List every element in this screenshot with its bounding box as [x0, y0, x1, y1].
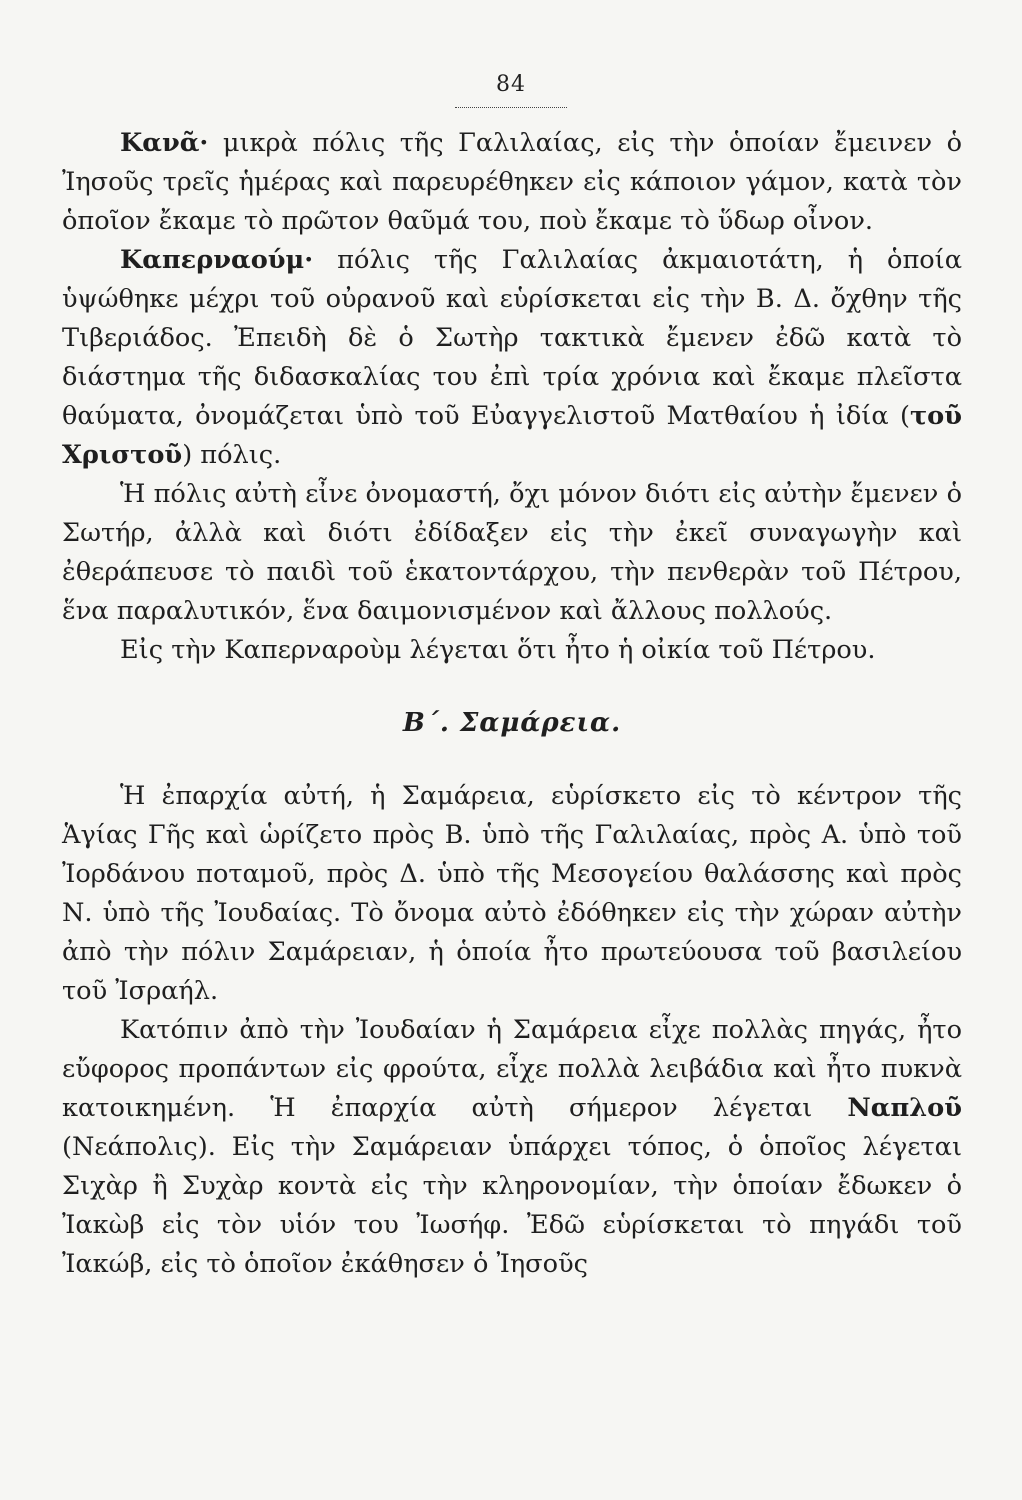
body-text: [62, 124, 962, 1284]
paragraph-samaria: Ἡ ἐπαρχία αὐτή, ἡ Σαμάρεια, εὑρίσκετο εἰς τὸ κέντρον τῆς Ἁγίας Γῆς καὶ ὡρίζετο πρὸς Β. ὑπὸ τῆς Γαλιλαίας, πρὸς Α. ὑπὸ τοῦ Ἰορδάνου ποταμοῦ, πρὸς Δ. ὑπὸ τῆς Μεσογείου θαλάσσης καὶ πρὸς Ν. ὑπὸ τῆς Ἰουδαίας. Τὸ ὄνομα αὐτὸ ἐδόθηκεν εἰς τὴν χώραν αὐτὴν ἀπὸ τὴν πόλιν Σαμάρειαν, ἡ ὁποία ἦτο πρωτεύουσα τοῦ βασιλείου τοῦ Ἰσραήλ.: [62, 781, 962, 1006]
paragraph-peter-house: Εἰς τὴν Καπερναροὺμ λέγεται ὅτι ἦτο ἡ οἰκία τοῦ Πέτρου.: [120, 635, 876, 665]
section-heading: Β΄. Σαμάρεια.: [402, 708, 622, 738]
paragraph-samaria-springs-text-1: Κατόπιν ἀπὸ τὴν Ἰουδαίαν ἡ Σαμάρεια εἶχε πολλὰς πηγάς, ἦτο εὔφορος προπάντων εἰς φρούτα, εἶχε πολλὰ λειβάδια καὶ ἦτο πυκνὰ κατοικημένη. Ἡ ἐπαρχία αὐτὴ σήμερον λέγεται: [62, 1015, 962, 1123]
paragraph-kapernaoum-text-1: πόλις τῆς Γαλιλαίας ἀκμαιοτάτη, ἡ ὁποία ὑψώθηκε μέχρι τοῦ οὐρανοῦ καὶ εὑρίσκεται εἰς τὴν Β. Δ. ὄχθην τῆς Τιβεριάδος. Ἐπειδὴ δὲ ὁ Σωτὴρ τακτικὰ ἔμενεν ἐδῶ κατὰ τὸ διάστημα τῆς διδασκαλίας του ἐπὶ τρία χρόνια καὶ ἔκαμε πλεῖστα θαύματα, ὀνομάζεται ὑπὸ τοῦ Εὐαγγελιστοῦ Ματθαίου ἡ ἰδία (: [62, 245, 962, 431]
paragraph-samaria-springs-text-2: (Νεάπολις). Εἰς τὴν Σαμάρειαν ὑπάρχει τόπος, ὁ ὁποῖος λέγεται Σιχὰρ ἢ Συχὰρ κοντὰ εἰς τὴν κληρονομίαν, τὴν ὁποίαν ἔδωκεν ὁ Ἰακὼβ εἰς τὸν υἱόν του Ἰωσήφ. Ἐδῶ εὑρίσκεται τὸ πηγάδι τοῦ Ἰακώβ, εἰς τὸ ὁποῖον ἐκάθησεν ὁ Ἰησοῦς: [62, 1132, 962, 1279]
paragraph-kana-text: μικρὰ πόλις τῆς Γαλιλαίας, εἰς τὴν ὁποίαν ἔμεινεν ὁ Ἰησοῦς τρεῖς ἡμέρας καὶ παρευρέθηκεν εἰς κάποιον γάμον, κατὰ τὸν ὁποῖον ἔκαμε τὸ πρῶτον θαῦμά του, ποὺ ἔκαμε τὸ ὕδωρ οἶνον.: [62, 128, 962, 236]
paragraph-city-famous: Ἡ πόλις αὐτὴ εἶνε ὀνομαστή, ὄχι μόνον διότι εἰς αὐτὴν ἔμενεν ὁ Σωτήρ, ἀλλὰ καὶ διότι ἐδίδαξεν εἰς τὴν ἐκεῖ συναγωγὴν καὶ ἐθεράπευσε τὸ παιδὶ τοῦ ἑκατοντάρχου, τὴν πενθερὰν τοῦ Πέτρου, ἕνα παραλυτικόν, ἕνα δαιμονισμένον καὶ ἄλλους πολλούς.: [62, 479, 962, 626]
term-kapernaoum: Καπερναούμ·: [120, 245, 314, 275]
paragraph-kapernaoum: [62, 241, 962, 475]
paragraph-kana: [62, 124, 962, 241]
page-number: 84: [496, 72, 526, 97]
term-kana: Κανᾶ·: [120, 128, 209, 158]
term-naplou: Ναπλοῦ: [847, 1093, 962, 1123]
emphasis-christ: τοῦ Χριστοῦ: [62, 401, 962, 470]
paragraph-kapernaoum-text-2: ) πόλις.: [182, 440, 282, 470]
paragraph-samaria-springs: [62, 1011, 962, 1284]
page-number-rule: [455, 107, 567, 108]
